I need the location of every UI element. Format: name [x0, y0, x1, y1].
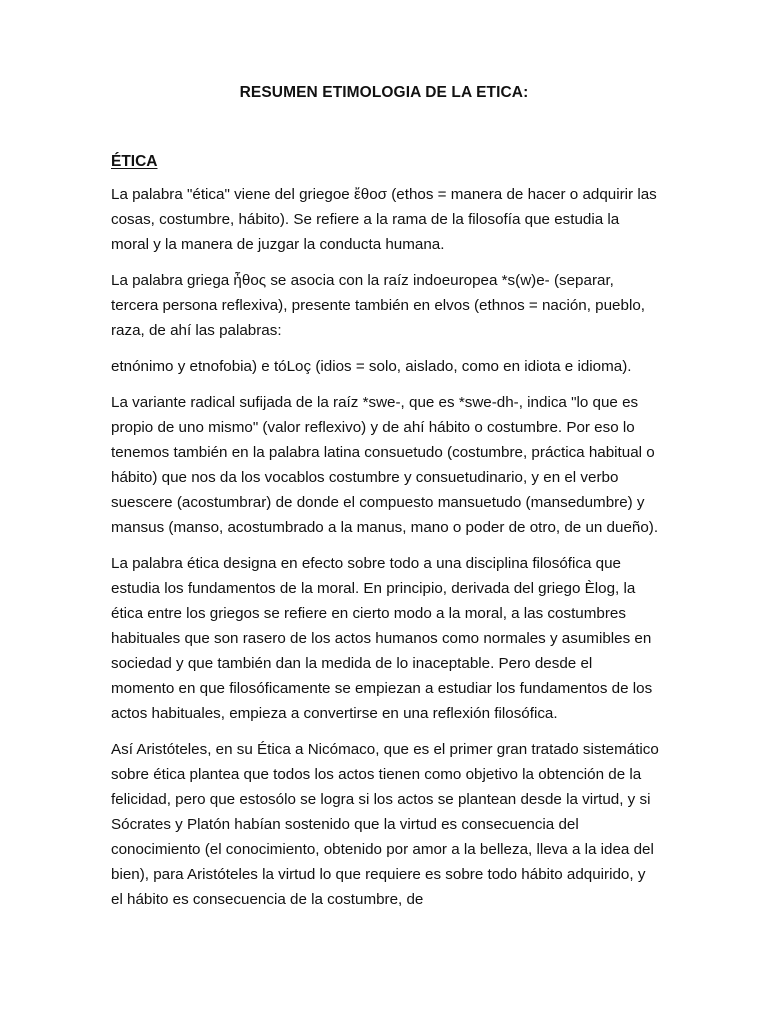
paragraph: La variante radical sufijada de la raíz *swe-, que es *swe-dh-, indica "lo que es propio de uno mismo" (valor reflexivo) y de ahí hábito o costumbre. Por eso lo tenemos también en la palabra latina consuetudo (costumbre, práctica habitual o hábito) que nos da los vocablos costumbre y consuetudinario, y en el verbo suescere (acostumbrar) de donde el compuesto mansuetudo (mansedumbre) y mansus (manso, acostumbrado a la manus, mano o poder de otro, de un dueño). [111, 394, 659, 536]
section-heading: ÉTICA [111, 153, 158, 170]
document-title: RESUMEN ETIMOLOGIA DE LA ETICA: [239, 84, 529, 101]
paragraph: La palabra griega ἦθος se asocia con la raíz indoeuropea *s(w)e- (separar, tercera persona reflexiva), presente también en elvos (ethnos = nación, pueblo, raza, de ahí las palabras: [111, 272, 645, 339]
document-body [111, 182, 659, 923]
paragraph: La palabra ética designa en efecto sobre todo a una disciplina filosófica que estudia los fundamentos de la moral. En principio, derivada del griego Èlog, la ética entre los griegos se refiere en cierto modo a la moral, a las costumbres habituales que son rasero de los actos humanos como normales y asumibles en sociedad y que también dan la medida de lo inaceptable. Pero desde el momento en que filosóficamente se empiezan a estudiar los fundamentos de los actos habituales, empieza a convertirse en una reflexión filosófica. [111, 555, 653, 722]
paragraph: Así Aristóteles, en su Ética a Nicómaco, que es el primer gran tratado sistemático sobre ética plantea que todos los actos tienen como objetivo la obtención de la felicidad, pero que estosólo se logra si los actos se plantean desde la virtud, y si Sócrates y Platón habían sostenido que la virtud es consecuencia del conocimiento (el conocimiento, obtenido por amor a la belleza, lleva a la idea del bien), para Aristóteles la virtud lo que requiere es sobre todo hábito adquirido, y el hábito es consecuencia de la costumbre, de [111, 741, 659, 908]
paragraph: La palabra "ética" viene del griegoe ἔθοσ (ethos = manera de hacer o adquirir las cosas, costumbre, hábito). Se refiere a la rama de la filosofía que estudia la moral y la manera de juzgar la conducta humana. [111, 186, 657, 253]
paragraph: etnónimo y etnofobia) e tóLoç (idios = solo, aislado, como en idiota e idioma). [111, 358, 632, 375]
